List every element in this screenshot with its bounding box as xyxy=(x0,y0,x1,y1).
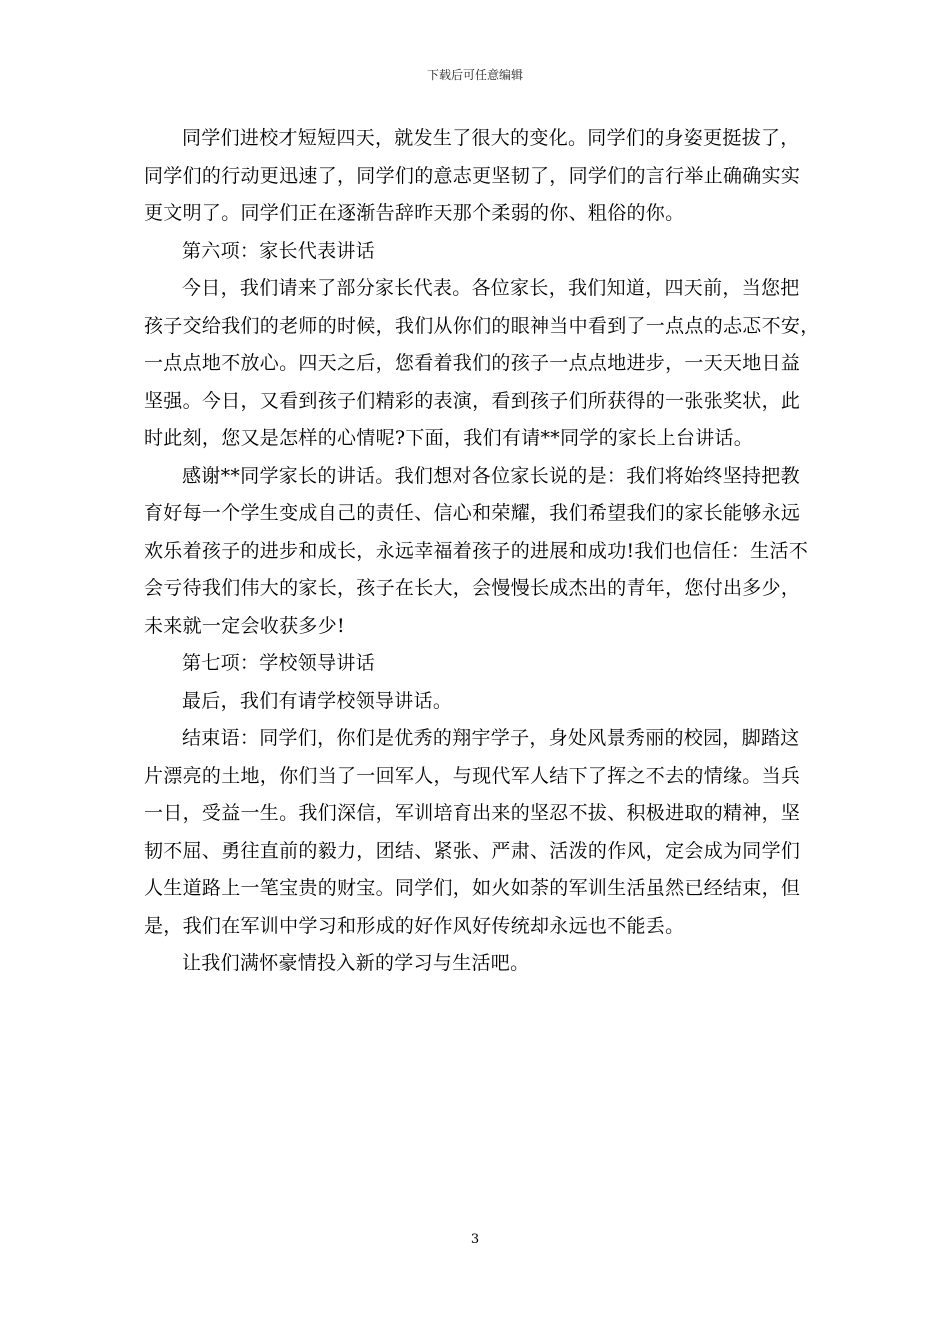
paragraph-student-change xyxy=(144,120,808,233)
text-line: 今日，我们请来了部分家长代表。各位家长，我们知道，四天前，当您把 xyxy=(182,277,800,299)
text-line: 人生道路上一笔宝贵的财宝。同学们，如火如荼的军训生活虽然已经结束，但 xyxy=(144,877,801,899)
text-line: 未来就一定会收获多少! xyxy=(144,614,345,637)
text-line: 让我们满怀豪情投入新的学习与生活吧。 xyxy=(182,952,530,974)
paragraph-leader-invite xyxy=(144,683,808,721)
text-line: 同学们进校才短短四天，就发生了很大的变化。同学们的身姿更挺拔了， xyxy=(182,127,800,149)
page-number: 3 xyxy=(470,1232,480,1247)
document-body xyxy=(144,120,820,983)
paragraph-thanks-parent xyxy=(144,458,808,646)
text-line: 会亏待我们伟大的家长，孩子在长大，会慢慢长成杰出的青年，您付出多少， xyxy=(144,577,801,599)
text-line: 韧不屈、勇往直前的毅力，团结、紧张、严肃、活泼的作风，定会成为同学们 xyxy=(144,839,801,862)
text-line: 结束语：同学们，你们是优秀的翔宇学子，身处风景秀丽的校园，脚踏这 xyxy=(182,727,800,749)
paragraph-parent-intro xyxy=(144,270,820,458)
text-line: 一日，受益一生。我们深信，军训培育出来的坚忍不拔、积极进取的精神，坚 xyxy=(144,802,801,824)
text-line: 坚强。今日，又看到孩子们精彩的表演，看到孩子们所获得的一张张奖状，此 xyxy=(144,389,801,412)
paragraph-closing-remarks xyxy=(144,720,808,945)
paragraph-final-line xyxy=(144,945,808,983)
text-line: 时此刻，您又是怎样的心情呢?下面，我们有请**同学的家长上台讲话。 xyxy=(144,427,754,449)
text-line: 孩子交给我们的老师的时候，我们从你们的眼神当中看到了一点点的忐忑不安， xyxy=(144,314,820,337)
heading-item-seven xyxy=(144,645,808,683)
text-line: 是，我们在军训中学习和形成的好作风好传统却永远也不能丢。 xyxy=(144,914,685,937)
text-line: 同学们的行动更迅速了，同学们的意志更坚韧了，同学们的言行举止确确实实 xyxy=(144,164,801,187)
text-line: 一点点地不放心。四天之后，您看着我们的孩子一点点地进步，一天天地日益 xyxy=(144,352,801,374)
text-line: 感谢**同学家长的讲话。我们想对各位家长说的是：我们将始终坚持把教 xyxy=(182,464,800,487)
text-line: 第六项：家长代表讲话 xyxy=(182,239,376,262)
text-line: 片漂亮的土地，你们当了一回军人，与现代军人结下了挥之不去的情缘。当兵 xyxy=(144,764,801,787)
text-line: 育好每一个学生变成自己的责任、信心和荣耀，我们希望我们的家长能够永远 xyxy=(144,502,801,524)
text-line: 欢乐着孩子的进步和成长，永远幸福着孩子的进展和成功!我们也信任：生活不 xyxy=(144,539,809,562)
heading-item-six xyxy=(144,233,808,271)
text-line: 第七项：学校领导讲话 xyxy=(182,652,376,674)
page-header: 下载后可任意编辑 xyxy=(426,68,523,82)
text-line: 更文明了。同学们正在逐渐告辞昨天那个柔弱的你、粗俗的你。 xyxy=(144,202,685,224)
text-line: 最后，我们有请学校领导讲话。 xyxy=(182,689,453,712)
